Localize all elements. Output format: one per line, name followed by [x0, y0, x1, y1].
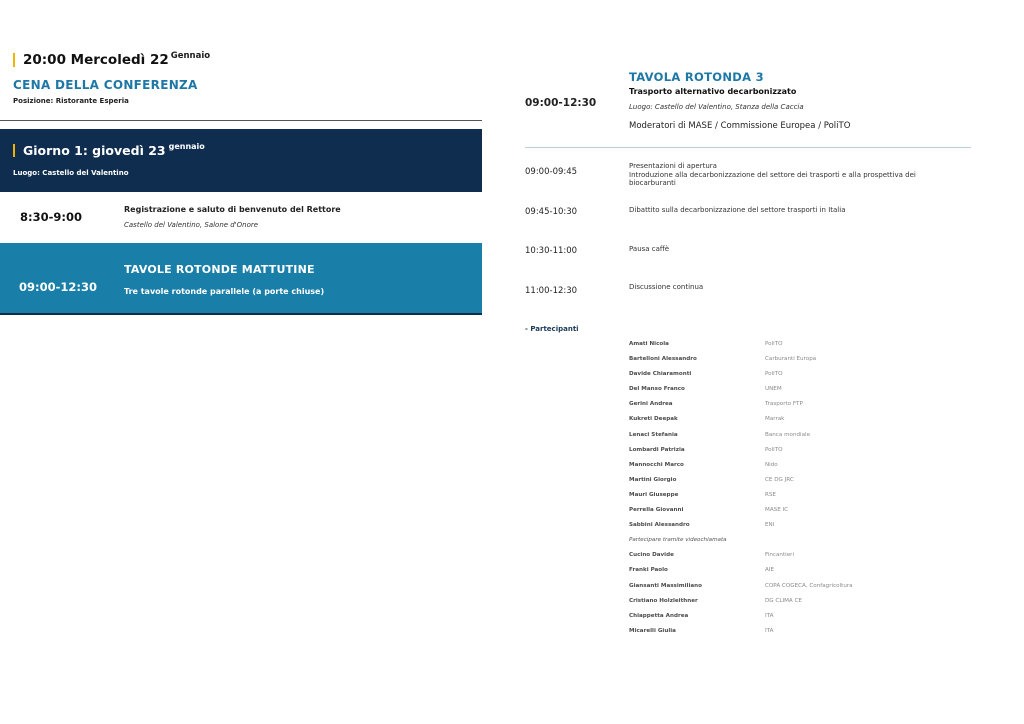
roundtable-moderators: Moderatori di MASE / Commissione Europea / PoliTO [629, 121, 851, 131]
participant-row [629, 367, 929, 382]
participant-org: DG CLIMA CE [765, 597, 802, 604]
participant-name: Mannocchi Marco [629, 461, 684, 468]
participant-org: Fincantieri [765, 552, 795, 559]
registration-location: Castello del Valentino, Salone d'Onore [124, 221, 259, 229]
participant-name: Perrella Giovanni [629, 507, 684, 514]
participant-name: Del Manso Franco [629, 386, 685, 393]
participant-section-label [629, 533, 929, 548]
participant-name: Mauri Giuseppe [629, 491, 679, 498]
participant-row [629, 412, 929, 427]
participant-name: Kukreti Deepak [629, 416, 678, 423]
participant-org: AIE [765, 567, 775, 574]
roundtable-subtitle: Trasporto alternativo decarbonizzato [629, 87, 797, 96]
participant-row [629, 579, 929, 594]
participant-org: COPA COGECA, Confagricoltura [765, 582, 853, 589]
participants-toggle[interactable]: - Partecipanti [525, 325, 579, 333]
participant-org: Nido [765, 461, 778, 468]
agenda-time: 09:45-10:30 [525, 207, 578, 217]
agenda-time: 11:00-12:30 [525, 286, 578, 296]
participant-row [629, 443, 929, 458]
agenda-desc: Presentazioni di apertura Introduzione alla decarbonizzazione del settore dei trasporti e alla prospettiva dei biocarburanti [629, 162, 916, 187]
registration-title: Registrazione e saluto di benvenuto del Rettore [124, 205, 341, 214]
participant-row [629, 503, 929, 518]
morning-subtitle: Tre tavole rotonde parallele (a porte chiuse) [124, 287, 325, 296]
evening-section [13, 52, 483, 105]
evening-heading [13, 52, 483, 68]
registration-time: 8:30-9:00 [20, 210, 82, 224]
participant-org: Banca mondiale [765, 431, 811, 438]
participant-row [629, 397, 929, 412]
agenda-desc: Dibattito sulla decarbonizzazione del settore trasporti in Italia [629, 206, 846, 214]
participant-org: Carburanti Europa [765, 356, 817, 363]
participant-org: Trasporto FTP [765, 401, 803, 408]
evening-event: CENA DELLA CONFERENZA [13, 78, 198, 92]
participant-org: PoliTO [765, 371, 783, 378]
participant-row [629, 518, 929, 533]
morning-time: 09:00-12:30 [19, 280, 97, 294]
evening-title: 20:00 Mercoledì 22 [23, 52, 169, 68]
accent-bar [13, 144, 15, 157]
section-divider [0, 120, 482, 121]
participant-name: Micarelli Giulia [629, 627, 676, 634]
participant-name: Gerini Andrea [629, 401, 673, 408]
participant-name: Bartelloni Alessandro [629, 356, 697, 363]
participant-org: ENI [765, 522, 775, 529]
day1-header [0, 129, 482, 192]
participant-row [629, 428, 929, 443]
participant-org: ITA [765, 627, 774, 634]
participant-row [629, 594, 929, 609]
participant-org: RSE [765, 491, 776, 498]
participant-org: MASE IC [765, 507, 789, 514]
participant-name: Chiappetta Andrea [629, 612, 689, 619]
participant-org: UNEM [765, 386, 782, 393]
participant-name: Cristiano Holzleithner [629, 597, 698, 604]
participant-row [629, 624, 929, 639]
roundtable-time: 09:00-12:30 [525, 97, 597, 109]
agenda-time: 10:30-11:00 [525, 246, 578, 256]
participant-row [629, 548, 929, 563]
roundtable-location: Luogo: Castello del Valentino, Stanza della Caccia [629, 103, 804, 111]
registration-row [0, 192, 482, 242]
day1-location: Luogo: Castello del Valentino [13, 169, 129, 177]
participant-name: Sabbini Alessandro [629, 522, 690, 529]
participants-list [629, 337, 929, 639]
participant-row [629, 563, 929, 578]
agenda-desc: Pausa caffè [629, 245, 670, 253]
accent-bar [13, 53, 15, 67]
participant-org: Marrak [765, 416, 785, 423]
participant-name: Franki Paolo [629, 567, 668, 574]
roundtable-divider [525, 147, 971, 148]
participant-name: Lenaci Stefania [629, 431, 678, 438]
participant-row [629, 352, 929, 367]
participant-row [629, 382, 929, 397]
videocall-label: Partecipare tramite videochiamata [629, 537, 727, 544]
participant-row [629, 473, 929, 488]
day1-title: Giorno 1: giovedì 23 [23, 143, 166, 158]
participant-name: Lombardi Patrizia [629, 446, 685, 453]
evening-title-month: Gennaio [170, 51, 211, 61]
participant-name: Martini Giorgio [629, 476, 677, 483]
participant-row [629, 458, 929, 473]
roundtable-title: TAVOLA ROTONDA 3 [629, 70, 764, 84]
evening-position: Posizione: Ristorante Esperia [13, 97, 129, 105]
agenda-desc: Discussione continua [629, 283, 704, 291]
participant-name: Giansanti Massimiliano [629, 582, 702, 589]
participant-org: PoliTO [765, 446, 783, 453]
participant-org: ITA [765, 612, 774, 619]
morning-roundtables-block [0, 243, 482, 315]
participant-name: Cucino Davide [629, 552, 674, 559]
participant-row [629, 488, 929, 503]
participant-org: PoliTO [765, 341, 783, 347]
participant-org: CE DG JRC [765, 476, 794, 483]
participant-row [629, 609, 929, 624]
agenda-time: 09:00-09:45 [525, 167, 578, 177]
day1-heading [13, 143, 205, 158]
morning-title: TAVOLE ROTONDE MATTUTINE [124, 263, 315, 276]
participant-name: Amati Nicola [629, 341, 669, 347]
day1-title-month: gennaio [168, 142, 205, 151]
participant-name: Davide Chiaramonti [629, 371, 692, 378]
participant-row [629, 337, 929, 352]
